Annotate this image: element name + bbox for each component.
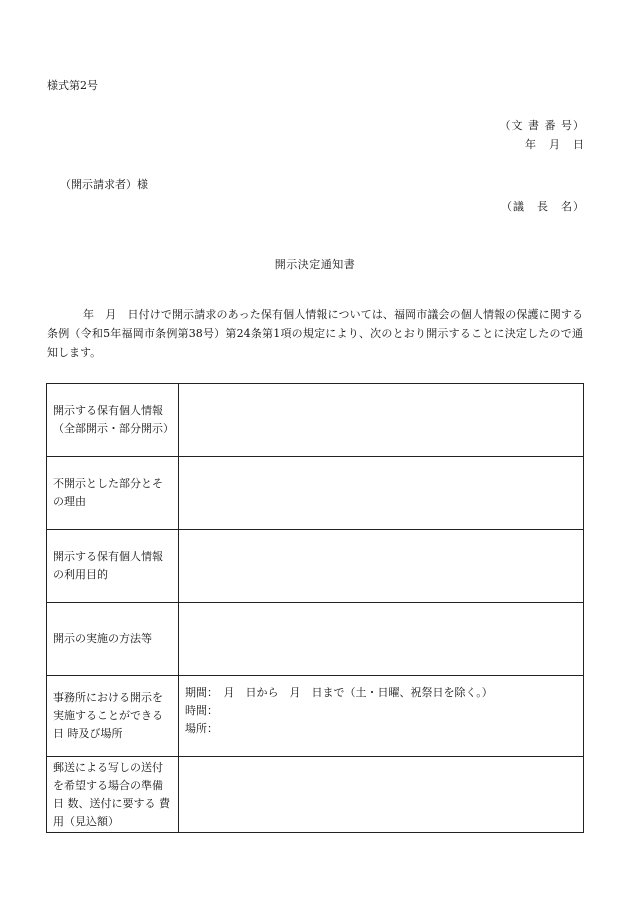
document-title: 開示決定通知書 [274, 258, 356, 271]
table-row [47, 603, 584, 676]
row-label: 事務所における開示を 実施することができる日 時及び場所 [47, 676, 179, 757]
issue-date: 年 月 日 [525, 138, 585, 151]
row-label: 開示の実施の方法等 [47, 603, 179, 676]
row-label: 不開示とした部分とその理由 [47, 457, 179, 530]
table-row [47, 457, 584, 530]
row-value [179, 603, 584, 676]
row-label: 郵送による写しの送付 を希望する場合の準備 日 数、送付に要する 費 用（見込額） [47, 757, 179, 833]
requester-name: （開示請求者）様 [60, 178, 148, 191]
place-line: 場所： [185, 722, 218, 735]
row-value [179, 530, 584, 603]
row-label: 開示する保有個人情報 の利用目的 [47, 530, 179, 603]
period-line: 期間： 月 日から 月 日まで（土・日曜、祝祭日を除く。） [185, 686, 493, 699]
form-number: 様式第2号 [47, 79, 98, 92]
row-label: 開示する保有個人情報（全部開示・部分開示） [47, 384, 179, 457]
chairman-name: （議 長 名） [501, 200, 585, 213]
table-row [47, 676, 584, 757]
table-row [47, 530, 584, 603]
row-value [179, 384, 584, 457]
document-number: （文 書 番 号） [499, 119, 585, 132]
row-value [179, 457, 584, 530]
notice-body: 年 月 日付けで開示請求のあった保有個人情報については、福岡市議会の個人情報の保護に関する条例（令和5年福岡市条例第38号）第24条第1項の規定により、次のとおり開示することに決定したので通知します。 [47, 308, 583, 359]
decision-details-table [46, 383, 584, 833]
table-row [47, 384, 584, 457]
time-line: 時間： [185, 704, 218, 717]
row-value [179, 757, 584, 833]
table-row [47, 757, 584, 833]
row-value [179, 676, 584, 757]
